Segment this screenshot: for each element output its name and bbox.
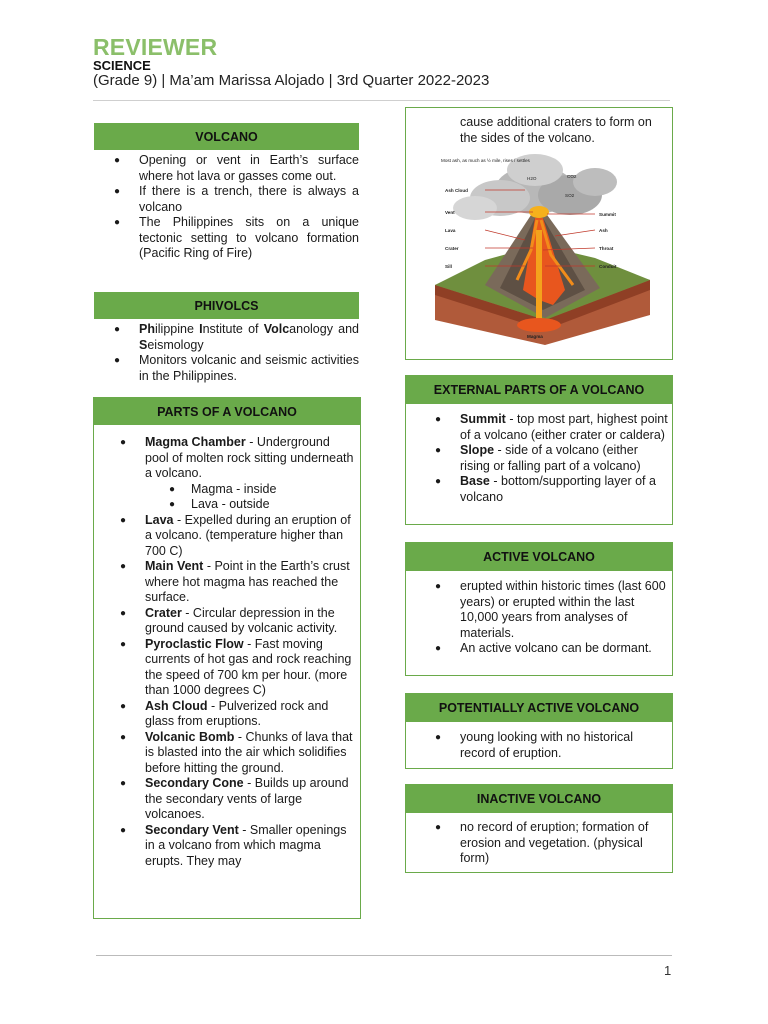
list-item: ● The Philippines sits on a unique tectonic setting to volcano formation (Pacific Ring of Fire) [139, 215, 359, 262]
list-item: ● Secondary Vent - Smaller openings in a volcano from which magma erupts. They may [145, 823, 355, 870]
active-heading: ACTIVE VOLCANO [406, 543, 672, 571]
label-crater: Crater [445, 246, 459, 251]
label-lava: Lava [445, 228, 456, 233]
magma-chamber [517, 318, 561, 332]
potentially-active-heading: POTENTIALLY ACTIVE VOLCANO [406, 694, 672, 722]
parts-list [145, 435, 355, 869]
page-number: 1 [664, 963, 672, 978]
continued-text: cause additional craters to form on the sides of the volcano. [460, 115, 652, 145]
list-item: ● An active volcano can be dormant. [460, 641, 670, 657]
list-item: ● Pyroclastic Flow - Fast moving currents of hot gas and rock reaching the speed of 700 km per hour. (more than 1000 degrees C) [145, 637, 355, 699]
list-item: ● Philippine Institute of Volcanology and Seismology [139, 322, 359, 353]
label-ash-cloud: Ash Cloud [445, 188, 468, 193]
volcano-list [139, 153, 359, 262]
header-divider [93, 100, 670, 101]
list-item: ● Slope - side of a volcano (either rising or falling part of a volcano) [460, 443, 670, 474]
list-item: ● Magma - inside [191, 482, 355, 498]
list-item: ● Crater - Circular depression in the ground caused by volcanic activity. [145, 606, 355, 637]
list-item: ● Opening or vent in Earth’s surface where hot lava or gasses come out. [139, 153, 359, 184]
phivolcs-list [139, 322, 359, 384]
list-item: ● no record of eruption; formation of erosion and vegetation. (physical form) [460, 820, 665, 867]
label-top-note: Most ash, as much as ½ mile, rises / settles [441, 158, 530, 163]
list-item: ● Magma Chamber - Underground pool of molten rock sitting underneath a volcano. ● Magma - inside ● Lava - outside [145, 435, 355, 513]
volcano-heading: VOLCANO [94, 123, 359, 150]
page-title: REVIEWER [93, 34, 218, 60]
conduit [536, 230, 542, 320]
label-ash: Ash [599, 228, 608, 233]
page-subtitle: (Grade 9) | Ma’am Marissa Alojado | 3rd Quarter 2022-2023 [93, 72, 490, 89]
list-item: ● Lava - outside [191, 497, 355, 513]
label-vent: Vent [445, 210, 455, 215]
label-magma: Magma [527, 334, 543, 339]
potentially-active-list [460, 730, 670, 761]
label-summit: Summit [599, 212, 616, 217]
inactive-list [460, 820, 665, 867]
label-throat: Throat [599, 246, 614, 251]
external-list [460, 412, 670, 505]
phivolcs-heading: PHIVOLCS [94, 292, 359, 319]
label-h2o: H2O [527, 176, 537, 181]
label-co2: CO2 [567, 174, 577, 179]
list-item: ● Secondary Cone - Builds up around the secondary vents of large volcanoes. [145, 776, 355, 823]
active-list [460, 579, 670, 657]
list-item: ● Ash Cloud - Pulverized rock and glass from eruptions. [145, 699, 355, 730]
list-item: ● young looking with no historical record of eruption. [460, 730, 670, 761]
label-conduit: Conduit [599, 264, 617, 269]
list-item: ● erupted within historic times (last 600 years) or erupted within the last 10,000 years from analyses of materials. [460, 579, 670, 641]
list-item: ● Main Vent - Point in the Earth’s crust where hot magma has reached the surface. [145, 559, 355, 606]
list-item: ● Volcanic Bomb - Chunks of lava that is blasted into the air which solidifies before hitting the ground. [145, 730, 355, 777]
subject-label: SCIENCE [93, 58, 151, 73]
inactive-heading: INACTIVE VOLCANO [406, 785, 672, 813]
list-item: ● If there is a trench, there is always a volcano [139, 184, 359, 215]
list-item: ● Monitors volcanic and seismic activities in the Philippines. [139, 353, 359, 384]
label-so2: SO2 [565, 193, 575, 198]
magma-sublist [145, 482, 355, 513]
volcano-diagram [415, 150, 665, 345]
footer-divider [96, 955, 672, 956]
external-heading: EXTERNAL PARTS OF A VOLCANO [406, 376, 672, 404]
parts-heading: PARTS OF A VOLCANO [94, 398, 360, 425]
label-sill: Sill [445, 264, 452, 269]
list-item: ● Base - bottom/supporting layer of a volcano [460, 474, 670, 505]
list-item: ● Summit - top most part, highest point of a volcano (either crater or caldera) [460, 412, 670, 443]
list-item: ● Lava - Expelled during an eruption of a volcano. (temperature higher than 700 C) [145, 513, 355, 560]
